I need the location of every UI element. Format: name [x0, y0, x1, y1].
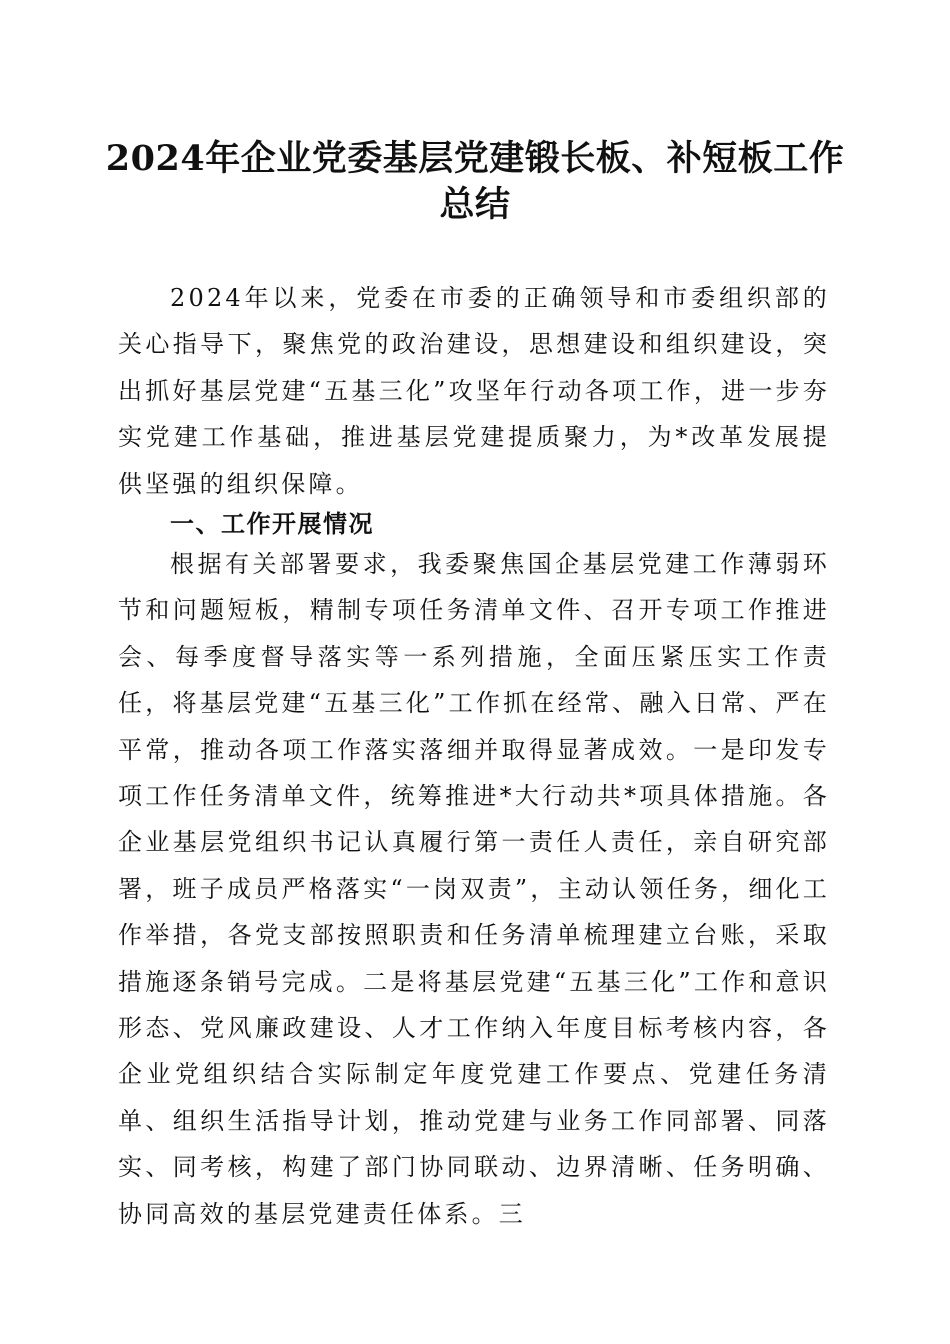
intro-paragraph: 2024年以来，党委在市委的正确领导和市委组织部的关心指导下，聚焦党的政治建设，思想建设和组织建设，突出抓好基层党建“五基三化”攻坚年行动各项工作，进一步夯实党建工作基础，推进基层党建提质聚力，为*改革发展提供坚强的组织保障。	[118, 284, 830, 498]
document-title: 2024年企业党委基层党建锻长板、补短板工作总结	[105, 138, 845, 225]
section-heading: 一、工作开展情况	[170, 510, 374, 538]
section-paragraph: 根据有关部署要求，我委聚焦国企基层党建工作薄弱环节和问题短板，精制专项任务清单文件、召开专项工作推进会、每季度督导落实等一系列措施，全面压紧压实工作责任，将基层党建“五基三化”工作抓在经常、融入日常、严在平常，推动各项工作落实落细并取得显著成效。一是印发专项工作任务清单文件，统筹推进*大行动共*项具体措施。各企业基层党组织书记认真履行第一责任人责任，亲自研究部署，班子成员严格落实“一岗双责”，主动认领任务，细化工作举措，各党支部按照职责和任务清单梳理建立台账，采取措施逐条销号完成。二是将基层党建“五基三化”工作和意识形态、党风廉政建设、人才工作纳入年度目标考核内容，各企业党组织结合实际制定年度党建工作要点、党建任务清单、组织生活指导计划，推动党建与业务工作同部署、同落实、同考核，构建了部门协同联动、边界清晰、任务明确、协同高效的基层党建责任体系。三	[118, 550, 830, 1228]
